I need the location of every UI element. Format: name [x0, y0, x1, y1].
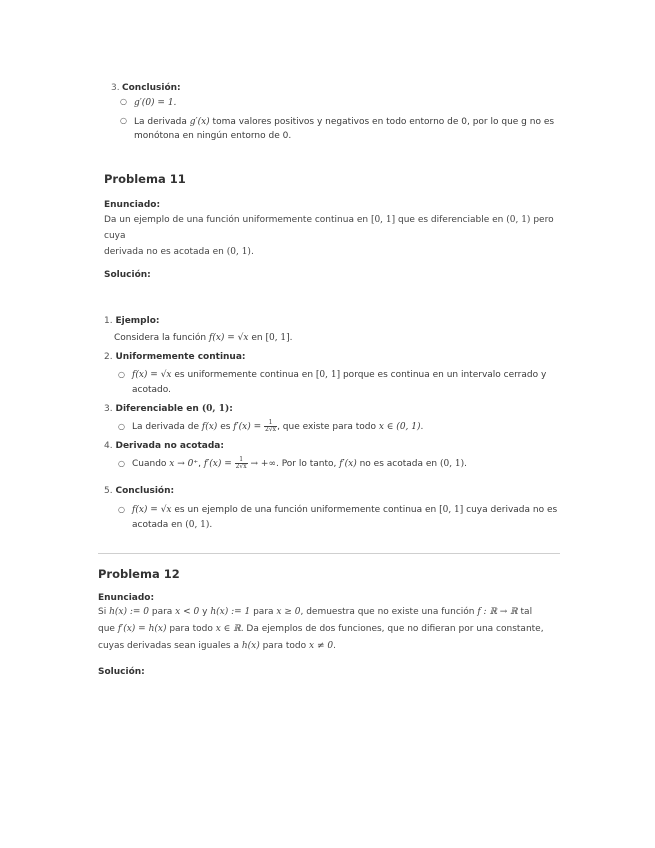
fraction: $\frac{1}{2√x}$ — [235, 456, 247, 470]
solution-steps — [104, 314, 564, 533]
conclusion-heading: Conclusión: — [122, 83, 181, 93]
bullet-icon: ○ — [118, 505, 125, 514]
bullet-icon: ○ — [120, 97, 127, 106]
problem-title: Problema 12 — [98, 567, 180, 581]
section-divider — [98, 553, 560, 554]
step-item: 4. Derivada no acotada: ○ Cuando x → 0⁺, f′(x) = $\frac{1}{2√x}$ → +∞. Por lo tanto, f′(x) no es acotada en (0, 1). — [104, 439, 564, 472]
step-item: 5. Conclusión: ○ f(x) = √x es un ejemplo de una función uniformemente continua en [0, 1] cuya derivada no es acotada en (0, 1). — [104, 484, 564, 533]
text: toma valores positivos y negativos en todo entorno de 0, por lo que g no es — [209, 117, 555, 127]
list-item: ○ La derivada de f(x) es f′(x) = $\frac{1}{2√x}$ , que existe para todo x ∈ (0, 1). — [118, 419, 424, 433]
list-item — [120, 115, 560, 143]
bullet-icon: ○ — [118, 422, 125, 431]
math-expression: g′(x) — [189, 117, 210, 127]
problem-title: Problema 11 — [104, 172, 186, 186]
bullet-icon: ○ — [118, 370, 125, 379]
step-number: 3. — [111, 83, 120, 93]
list-item: ○ Cuando x → 0⁺, f′(x) = $\frac{1}{2√x}$ → +∞. Por lo tanto, f′(x) no es acotada en (0, 1). — [118, 456, 468, 470]
solucion-label: Solución: — [104, 270, 151, 280]
conclusion-list — [120, 96, 560, 148]
enunciado-text: Da un ejemplo de una función uniformemente continua en [0, 1] que es diferenciable en (0, 1) pero cuya derivada no es acotada en (0, 1). — [104, 215, 554, 257]
list-item: ○ f(x) = √x es uniformemente continua en [0, 1] porque es continua en un intervalo cerrado y acotado. — [118, 368, 564, 398]
fraction: $\frac{1}{2√x}$ — [265, 419, 277, 433]
math-expression: g′(0) = 1. — [134, 98, 177, 108]
list-item — [120, 96, 560, 110]
problem-12-section — [98, 567, 568, 677]
step-item: 1. Ejemplo: Considera la función f(x) = √x en [0, 1]. — [104, 316, 293, 343]
problem-11-section — [104, 172, 564, 533]
list-item: ○ f(x) = √x es un ejemplo de una función uniformemente continua en [0, 1] cuya derivada no es acotada en (0, 1). — [118, 503, 564, 533]
text: monótona en ningún entorno de 0. — [134, 131, 292, 141]
enunciado-label: Enunciado: — [104, 200, 161, 210]
enunciado-text: Si h(x) := 0 para x < 0 y h(x) := 1 para x ≥ 0, demuestra que no existe una función f : ℝ → ℝ tal que f′(x) = h(x) para todo x ∈ ℝ. Da ejemplos de dos funciones, que no difieran por una constante, cuyas derivadas sean iguales a h(x) para todo x ≠ 0. — [98, 607, 544, 651]
text: La derivada — [134, 117, 190, 127]
step-item: 3. Diferenciable en (0, 1): ○ La derivada de f(x) es f′(x) = $\frac{1}{2√x}$ , que existe para todo x ∈ (0, 1). — [104, 402, 564, 435]
enunciado-label: Enunciado: — [98, 593, 155, 603]
bullet-icon: ○ — [118, 459, 125, 468]
solucion-label: Solución: — [98, 667, 145, 677]
bullet-icon: ○ — [120, 116, 127, 125]
step-item: 2. Uniformemente continua: ○ f(x) = √x es uniformemente continua en [0, 1] porque es continua en un intervalo cerrado y acotado. — [104, 350, 564, 398]
